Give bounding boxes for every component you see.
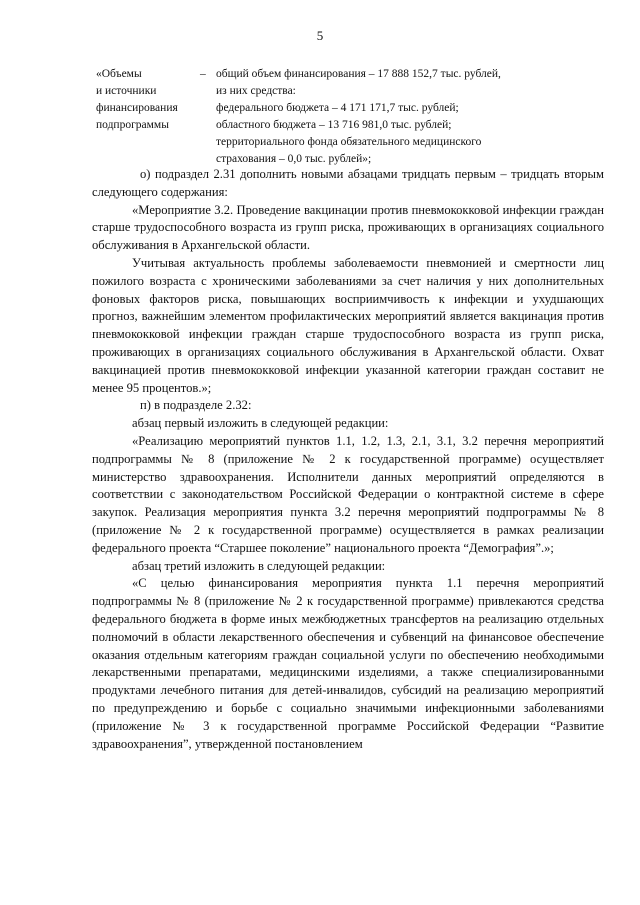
paragraph: «Мероприятие 3.2. Проведение вакцинации против пневмококковой инфекции граждан старше трудоспособного возраста из групп риска, проживающих в организациях социального обслуживания в Архангельской области. bbox=[92, 202, 604, 253]
passport-value-line: территориального фонда обязательного медицинского bbox=[216, 136, 482, 148]
passport-value-line: страхования – 0,0 тыс. рублей»; bbox=[216, 153, 372, 165]
passport-label-line: и источники bbox=[96, 85, 157, 97]
document-body bbox=[92, 166, 604, 753]
passport-value-line: общий объем финансирования – 17 888 152,7 тыс. рублей, bbox=[216, 68, 501, 80]
passport-label bbox=[96, 66, 196, 134]
passport-value bbox=[216, 66, 596, 168]
passport-label-line: подпрограммы bbox=[96, 119, 169, 131]
passport-value-line: областного бюджета – 13 716 981,0 тыс. рублей; bbox=[216, 119, 452, 131]
paragraph-item-o: о) подраздел 2.31 дополнить новыми абзацами тридцать первым – тридцать вторым следующего содержания: bbox=[92, 167, 604, 199]
passport-value-line: федерального бюджета – 4 171 171,7 тыс. рублей; bbox=[216, 102, 459, 114]
paragraph: абзац первый изложить в следующей редакции: bbox=[132, 416, 389, 431]
paragraph: «С целью финансирования мероприятия пункта 1.1 перечня мероприятий подпрограммы № 8 (приложение № 2 к государственной программе) привлекаются средства федерального бюджета в форме иных межбюджетных трансфертов на реализацию отдельных полномочий в области лекарственного обеспечения и субвенций на финансовое обеспечение оказания отдельным категориям граждан социальной услуги по обеспечению необходимыми лекарственными препаратами, медицинскими изделиями, а также специализированными продуктами лечебного питания для детей-инвалидов, субсидий на реализацию мероприятий по предупреждению и борьбе с социально значимыми инфекционными заболеваниями (приложение № 3 к государственной программе Российской Федерации “Развитие здравоохранения”, утвержденной постановлением bbox=[92, 576, 604, 751]
passport-label-line: «Объемы bbox=[96, 68, 142, 80]
paragraph: Учитывая актуальность проблемы заболеваемости пневмонией и смертности лиц пожилого возраста с хроническими заболеваниями за счет наличия у них дополнительных фоновых факторов риска, повышающих восприимчивость к инфекции и ухудшающих прогноз, важнейшим элементом профилактических мероприятий является вакцинация против пневмококковой инфекции граждан старше трудоспособного возраста из групп риска, проживающих в организациях социального обслуживания в Архангельской области. Охват вакцинацией против пневмококковой инфекции указанной категории граждан составит не менее 95 процентов.»; bbox=[92, 255, 604, 395]
passport-dash: – bbox=[200, 68, 206, 80]
paragraph-item-p: п) в подразделе 2.32: bbox=[140, 398, 252, 413]
passport-label-line: финансирования bbox=[96, 102, 178, 114]
page-number: 5 bbox=[316, 28, 324, 43]
passport-value-line: из них средства: bbox=[216, 85, 296, 97]
paragraph: «Реализацию мероприятий пунктов 1.1, 1.2, 1.3, 2.1, 3.1, 3.2 перечня мероприятий подпрограммы № 8 (приложение № 2 к государственной программе) осуществляет министерство здравоохранения. Исполнители данных мероприятий определяются в соответствии с законодательством Российской Федерации о контрактной системе в сфере закупок. Реализация мероприятия пункта 3.2 перечня мероприятий подпрограммы № 8 (приложение № 2 к государственной программе) осуществляется в рамках реализации федерального проекта “Старшее поколение” национального проекта “Демография”.»; bbox=[92, 433, 604, 555]
paragraph: абзац третий изложить в следующей редакции: bbox=[132, 558, 386, 573]
